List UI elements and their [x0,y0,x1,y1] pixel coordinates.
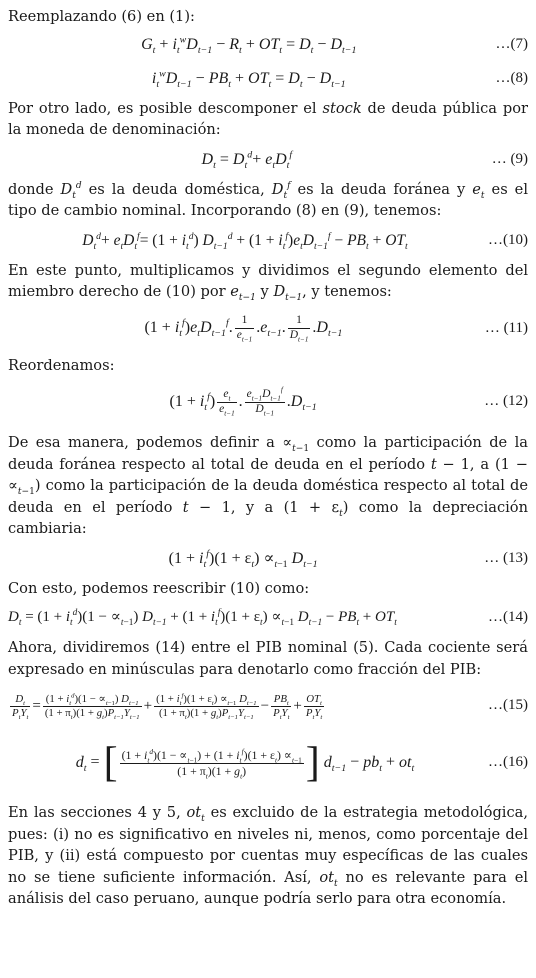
equation-9-body: $D_t = D_t^d+ e_tD_t^f$ [201,149,293,171]
equation-8-number: …(8) [495,69,528,86]
paragraph-intro: Reemplazando (6) en (1): [8,8,195,25]
paragraph-divide-gdp: Ahora, dividiremos (14) entre el PIB nominal (5). Cada cociente será expresado en minúsculas para denotarlo como fracción del PIB: [8,639,528,678]
equation-7-number: …(7) [495,35,528,52]
equation-11-body: $(1 + i_t^f)e_tD_{t-1}^f$. $\frac{1}{e_{t-1}}$ $.e_{t-1}$. $\frac{1}{D_{t-1}}$ $.D_{t-1}$ [144,314,343,344]
equation-9 [8,145,528,175]
equation-7 [8,30,528,60]
paragraph-conclusion: En las secciones 4 y 5, $ot_t$ es excluido de la estrategia metodológica, pues: (i) no es significativo en niveles ni, menos, como porcentaje del PIB, y (ii) está compuesto por cuentas muy específicas de las cuales no se tiene suficiente información. Así, $ot_t$ no es relevante para el análisis del caso peruano, aunque podría serlo para otra economía. [8,804,529,907]
equation-9-number: … (9) [491,150,528,167]
equation-15 [8,684,528,728]
equation-13-number: … (13) [484,549,528,566]
equation-16 [8,732,528,794]
paragraph-rewrite: Con esto, podemos reescribir (10) como: [8,579,310,597]
equation-11-number: … (11) [484,319,528,336]
paragraph-multiply: En este punto, multiplicamos y dividimos el segundo elemento del miembro derecho de (10) por $e_{t-1}$ y $D_{t-1}$, y tenemos: [8,261,528,303]
equation-16-number: …(16) [488,754,528,771]
equation-16-body: $d_t$ = [ $\frac{(1 + i_t^d)(1 - \propto_{t-1}) + (1 + i_t^f)(1 + \varepsilon_t) \propto_{t-1}}{(1 + \pi_t)(1 + g_t)}$ ] $d_{t-1} - pb_t + ot_t$ [75,740,415,786]
equation-13-body: $(1 + i_t^f)(1 + \varepsilon_t) \propto_{t-1}$ $D_{t-1}$ [168,548,318,570]
paragraph-definitions: donde $D_t^d$ es la deuda doméstica, $D_t^f$ es la deuda foránea y $e_t$ es el tipo de cambio nominal. Incorporando (8) en (9), tenemos: [8,180,528,219]
equation-14-body: $D_t = (1 + i_t^d)(1 - \propto_{t-1}) D_{t-1} + (1 + i_t^f)(1 + \varepsilon_t) \propto_{t-1}$ $D_{t-1} - PB_t + OT_t$ [8,608,397,629]
equation-11 [8,307,528,351]
equation-10-number: …(10) [488,231,528,248]
equation-13 [8,544,528,574]
equation-10 [8,226,528,256]
paragraph-define-alpha: De esa manera, podemos definir $a \propto_{t-1}$ como la participación de la deuda foránea respecto al total de deuda en el período t − 1, a $(1 - \propto_{t-1})$ como la participación de la deuda doméstica respecto al total de deuda en el período t − 1, y a $(1 + \varepsilon_t)$ como la depreciación cambiaria: [8,434,528,537]
equation-14-number: …(14) [488,609,528,626]
equation-10-body: $D_t^d+ e_tD_t^f= (1 + i_t^d) D_{t-1}^d + (1 + i_t^f)e_tD_{t-1}^f - PB_t + OT_t$ [82,230,408,252]
equation-8-body: $i_t^wD_{t-1} - PB_t + OT_t = D_t - D_{t-1}$ [151,68,346,90]
equation-15-number: …(15) [488,697,528,714]
paragraph-decomposition: Por otro lado, es posible descomponer el stock de deuda pública por la moneda de denominación: [8,99,528,138]
equation-7-body: $G_t + i_t^wD_{t-1} - R_t + OT_t = D_t - D_{t-1}$ [141,34,357,56]
equation-8 [8,64,528,94]
paragraph-reorder: Reordenamos: [8,356,115,374]
equation-12-number: … (12) [484,393,528,410]
equation-12 [8,380,528,424]
equation-12-body: $(1 + i_t^f)$ $\frac{e_t}{e_{t-1}}$ . $\frac{e_{t-1}D_{t-1}^f}{D_{t-1}}$ $.D_{t-1}$ [169,385,317,417]
equation-15-body: $\frac{D_t}{P_tY_t}$ = $\frac{(1 + i_t^d)(1 - \propto_{t-1}) D_{t-1}}{(1 + \pi_t)(1 + g_t)P_{t-1}Y_{t-1}}$ + $\frac{(1 + i_t^f)(1 + \varepsilon_t) \propto_{t-1} D_{t-1}}{(1 + \pi_t)(1 + g_t)P_{t-1}Y_{t-1}}$ − $\frac{PB_t}{P_tY_t}$ + $\frac{OT_t}{P_tY_t}$ [12,691,323,721]
equation-14 [8,603,528,633]
